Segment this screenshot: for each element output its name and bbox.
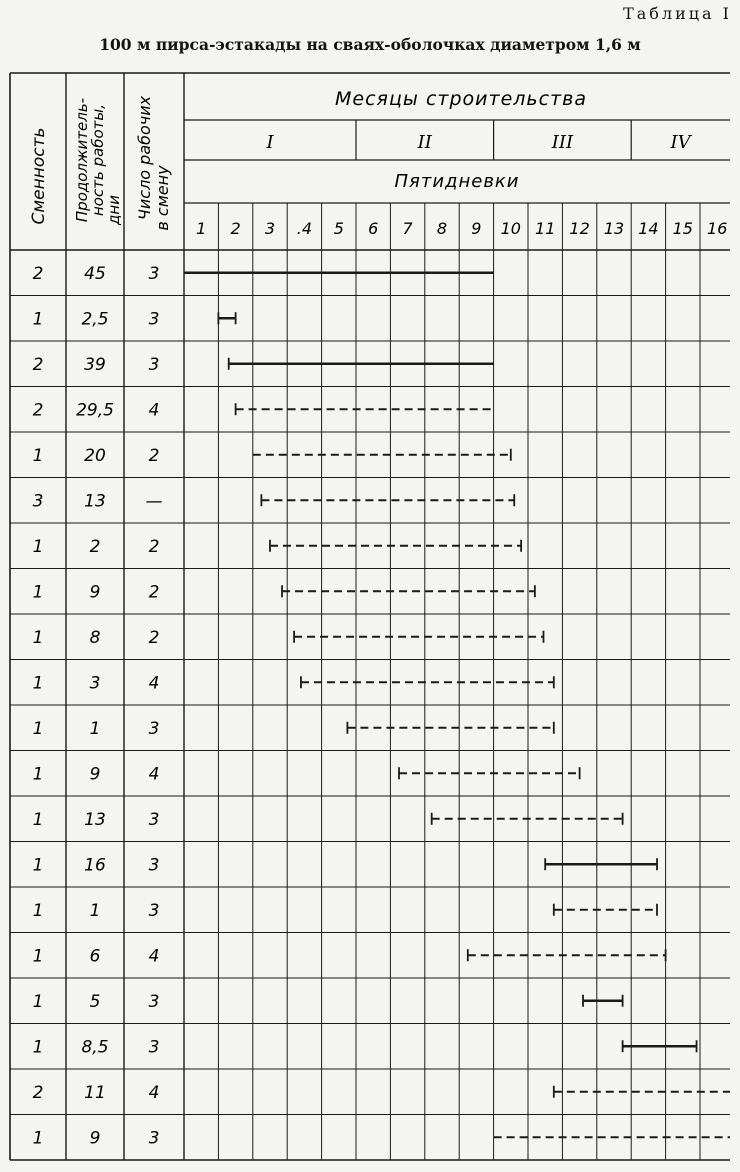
row-8-shift: 1 xyxy=(32,582,44,603)
table-caption: 100 м пирса-эстакады на сваях-оболочках диаметром 1,6 м xyxy=(99,35,641,54)
row-19-workers: 4 xyxy=(148,1082,160,1103)
row-20-duration: 9 xyxy=(89,1128,101,1149)
row-4-shift: 2 xyxy=(32,400,44,421)
months-title: Месяцы строительства xyxy=(335,88,587,110)
row-15-duration: 1 xyxy=(89,900,101,921)
row-18-duration: 8,5 xyxy=(81,1037,109,1058)
row-2-workers: 3 xyxy=(148,309,160,330)
row-6-workers: — xyxy=(145,491,163,512)
period-label-9: 9 xyxy=(471,219,482,238)
month-label-4: IV xyxy=(670,132,691,153)
row-7-workers: 2 xyxy=(148,536,160,557)
row-12-shift: 1 xyxy=(32,764,44,785)
row-17-workers: 3 xyxy=(148,991,160,1012)
row-20-workers: 3 xyxy=(148,1128,160,1149)
row-14-workers: 3 xyxy=(148,855,160,876)
period-label-14: 14 xyxy=(638,219,659,238)
duration-header-line3: дни xyxy=(105,195,123,225)
row-4-workers: 4 xyxy=(148,400,160,421)
row-11-shift: 1 xyxy=(32,718,44,739)
period-label-4: .4 xyxy=(296,219,313,238)
row-8-duration: 9 xyxy=(89,582,101,603)
period-label-10: 10 xyxy=(500,219,521,238)
row-13-workers: 3 xyxy=(148,809,160,830)
row-16-duration: 6 xyxy=(89,946,101,967)
period-label-13: 13 xyxy=(603,219,625,238)
row-7-shift: 1 xyxy=(32,536,44,557)
period-label-15: 15 xyxy=(672,219,693,238)
row-9-workers: 2 xyxy=(148,627,160,648)
row-1-workers: 3 xyxy=(148,263,160,284)
row-19-shift: 2 xyxy=(32,1082,44,1103)
row-3-duration: 39 xyxy=(84,354,106,375)
row-17-shift: 1 xyxy=(32,991,44,1012)
row-15-workers: 3 xyxy=(148,900,160,921)
row-20-shift: 1 xyxy=(32,1128,44,1149)
row-5-duration: 20 xyxy=(84,445,106,466)
period-label-5: 5 xyxy=(333,219,344,238)
periods-title: Пятидневки xyxy=(394,171,520,192)
workers-header-line1: Число рабочих xyxy=(135,95,154,221)
period-label-8: 8 xyxy=(436,219,448,238)
row-6-shift: 3 xyxy=(32,491,44,512)
row-8-workers: 2 xyxy=(148,582,160,603)
row-16-workers: 4 xyxy=(148,946,160,967)
row-10-workers: 4 xyxy=(148,673,160,694)
row-13-duration: 13 xyxy=(84,809,106,830)
row-1-duration: 45 xyxy=(84,263,106,284)
row-1-shift: 2 xyxy=(32,263,44,284)
column-headers xyxy=(29,95,172,230)
row-9-duration: 8 xyxy=(89,627,101,648)
row-13-shift: 1 xyxy=(32,809,44,830)
row-2-duration: 2,5 xyxy=(81,309,109,330)
row-11-workers: 3 xyxy=(148,718,160,739)
row-19-duration: 11 xyxy=(84,1082,106,1103)
duration-header-line1: Продолжитель- xyxy=(73,97,91,223)
period-label-12: 12 xyxy=(569,219,590,238)
row-14-duration: 16 xyxy=(84,855,106,876)
row-12-duration: 9 xyxy=(89,764,101,785)
row-11-duration: 1 xyxy=(89,718,101,739)
period-label-7: 7 xyxy=(402,219,413,238)
row-3-shift: 2 xyxy=(32,354,44,375)
period-labels xyxy=(196,219,727,238)
period-label-6: 6 xyxy=(368,219,379,238)
row-17-duration: 5 xyxy=(89,991,101,1012)
month-label-2: II xyxy=(417,132,432,153)
row-10-shift: 1 xyxy=(32,673,44,694)
month-label-3: III xyxy=(551,132,574,153)
row-16-shift: 1 xyxy=(32,946,44,967)
row-4-duration: 29,5 xyxy=(76,400,114,421)
row-7-duration: 2 xyxy=(89,536,101,557)
period-label-3: 3 xyxy=(264,219,276,238)
row-18-workers: 3 xyxy=(148,1037,160,1058)
period-label-16: 16 xyxy=(707,219,728,238)
row-15-shift: 1 xyxy=(32,900,44,921)
row-18-shift: 1 xyxy=(32,1037,44,1058)
row-5-shift: 1 xyxy=(32,445,44,466)
shift-header: Сменность xyxy=(29,127,49,225)
period-label-2: 2 xyxy=(230,219,241,238)
workers-header-line2: в смену xyxy=(153,165,172,231)
duration-header-line2: ность работы, xyxy=(89,103,107,217)
month-labels xyxy=(265,132,692,153)
month-label-1: I xyxy=(266,132,274,153)
period-label-11: 11 xyxy=(535,219,556,238)
row-12-workers: 4 xyxy=(148,764,160,785)
table-label: Таблица I xyxy=(623,4,732,23)
row-14-shift: 1 xyxy=(32,855,44,876)
row-6-duration: 13 xyxy=(84,491,106,512)
row-9-shift: 1 xyxy=(32,627,44,648)
row-5-workers: 2 xyxy=(148,445,160,466)
row-3-workers: 3 xyxy=(148,354,160,375)
row-2-shift: 1 xyxy=(32,309,44,330)
period-label-1: 1 xyxy=(196,219,207,238)
row-cells xyxy=(33,264,163,1149)
row-10-duration: 3 xyxy=(89,673,101,694)
